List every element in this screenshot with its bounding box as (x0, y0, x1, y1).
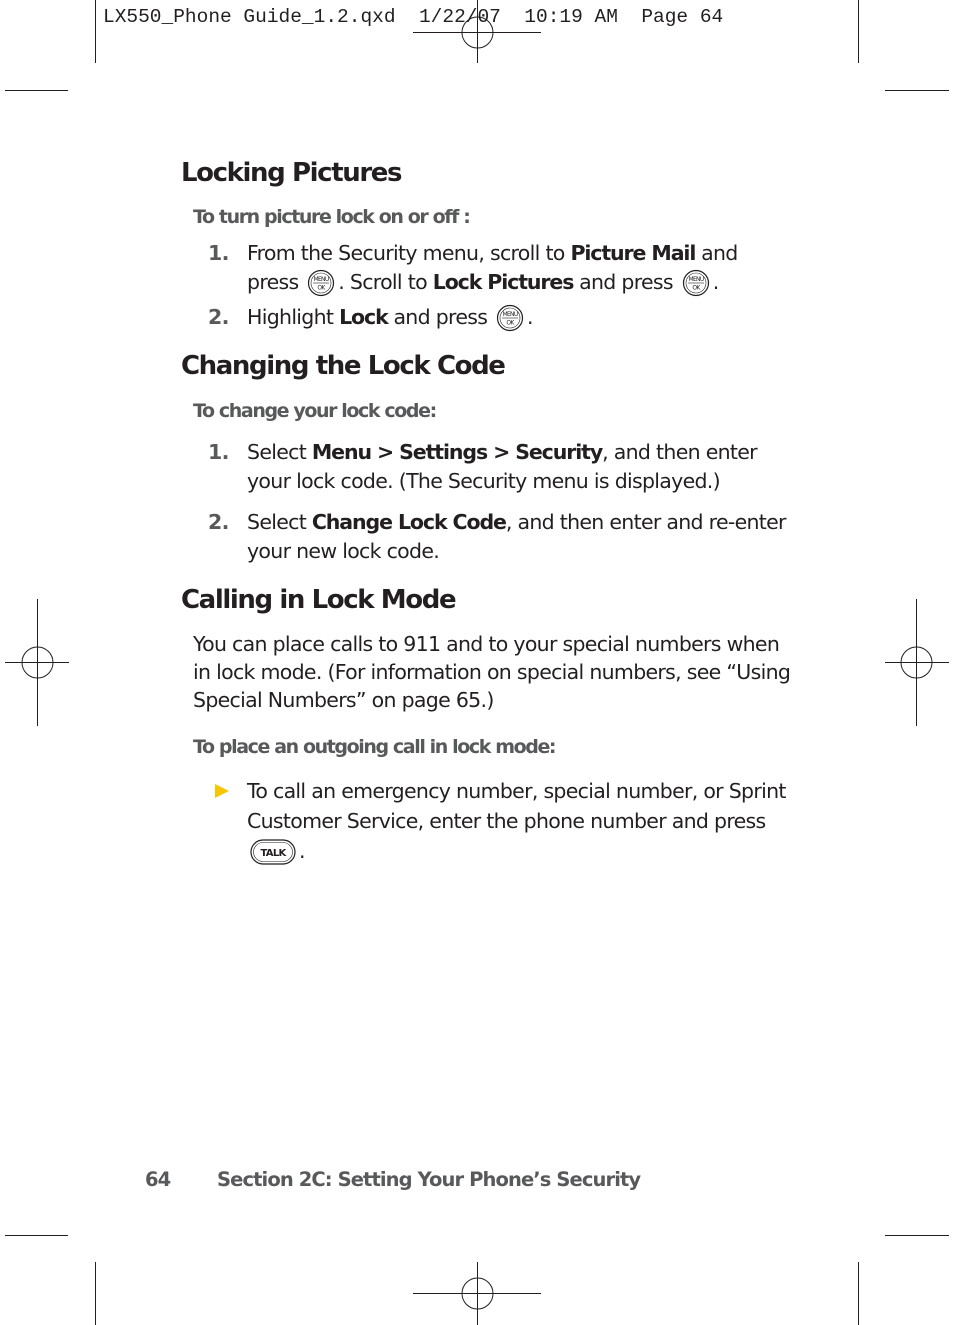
step-number: 2. (208, 305, 229, 329)
menu-term-picture-mail: Picture Mail (570, 241, 696, 265)
text-run: and press (247, 241, 738, 294)
talk-key-label: TALK (260, 848, 286, 859)
heading-calling-lock-mode: Calling in Lock Mode (181, 585, 456, 615)
menu-term-change-lock-code: Change Lock Code (311, 510, 506, 534)
menu-ok-key-icon (496, 304, 524, 332)
changing-step-1 (208, 438, 788, 496)
triangle-bullet-icon (213, 782, 231, 800)
menu-ok-key-icon (682, 269, 710, 297)
text-run: , and then enter your lock code. (The Security menu is displayed.) (247, 440, 757, 493)
text-run: Select (247, 440, 312, 464)
step-text (247, 239, 788, 297)
step-text (247, 303, 788, 332)
slug-date: 1/22/07 (418, 6, 501, 28)
heading-changing-lock-code: Changing the Lock Code (181, 351, 505, 381)
text-run: To call an emergency number, special number, or Sprint Customer Service, enter the phone number and press (247, 779, 786, 833)
subheading-change-lock-code: To change your lock code: (193, 400, 436, 422)
heading-locking-pictures: Locking Pictures (181, 158, 402, 188)
menu-key-label-bottom: OK (692, 284, 700, 292)
registration-mark-top (413, 0, 541, 63)
menu-key-label-top: MENU (313, 276, 329, 283)
locking-step-2 (208, 303, 788, 332)
step-text (247, 438, 788, 496)
text-run: and press (387, 305, 494, 329)
step-text (247, 776, 788, 866)
step-number: 1. (208, 241, 229, 265)
menu-ok-key-icon (307, 269, 335, 297)
menu-term-lock-pictures: Lock Pictures (432, 270, 574, 294)
menu-key-label-top: MENU (688, 276, 704, 283)
text-run: . (299, 839, 305, 863)
calling-bullet-item (208, 776, 788, 866)
text-run: . (712, 270, 719, 294)
step-number: 1. (208, 440, 229, 464)
text-run: From the Security menu, scroll to (247, 241, 571, 265)
calling-paragraph: You can place calls to 911 and to your special numbers when in lock mode. (For information on special numbers, see “Using Special Numbers” on page 65.) (193, 632, 791, 712)
step-number: 2. (208, 510, 229, 534)
slug-time: 10:19 AM (524, 6, 618, 28)
footer-page-number: 64 (145, 1168, 171, 1191)
registration-mark-bottom (413, 1262, 541, 1325)
registration-mark-right (885, 599, 949, 726)
step-text (247, 508, 788, 566)
menu-path-security: Menu > Settings > Security (311, 440, 603, 464)
text-run: . Scroll to (338, 270, 433, 294)
menu-key-label-top: MENU (502, 311, 518, 318)
slug-filename: LX550_Phone Guide_1.2.qxd (103, 6, 396, 28)
menu-key-label-bottom: OK (506, 319, 514, 327)
text-run: and press (573, 270, 679, 294)
footer-section-title: Section 2C: Setting Your Phone’s Security (217, 1168, 641, 1191)
text-run: , and then enter and re-enter your new lock code. (247, 510, 786, 563)
changing-step-2 (208, 508, 788, 566)
subheading-place-outgoing-call: To place an outgoing call in lock mode: (193, 736, 556, 758)
registration-mark-left (5, 599, 69, 726)
menu-key-label-bottom: OK (317, 284, 325, 292)
locking-step-1 (208, 239, 788, 297)
menu-term-lock: Lock (339, 305, 388, 329)
talk-key-icon (250, 838, 296, 866)
text-run: . (527, 305, 533, 329)
text-run: Highlight (247, 305, 340, 329)
text-run: Select (247, 510, 312, 534)
subheading-turn-picture-lock: To turn picture lock on or off : (193, 206, 470, 228)
slug-page: Page 64 (641, 6, 724, 28)
